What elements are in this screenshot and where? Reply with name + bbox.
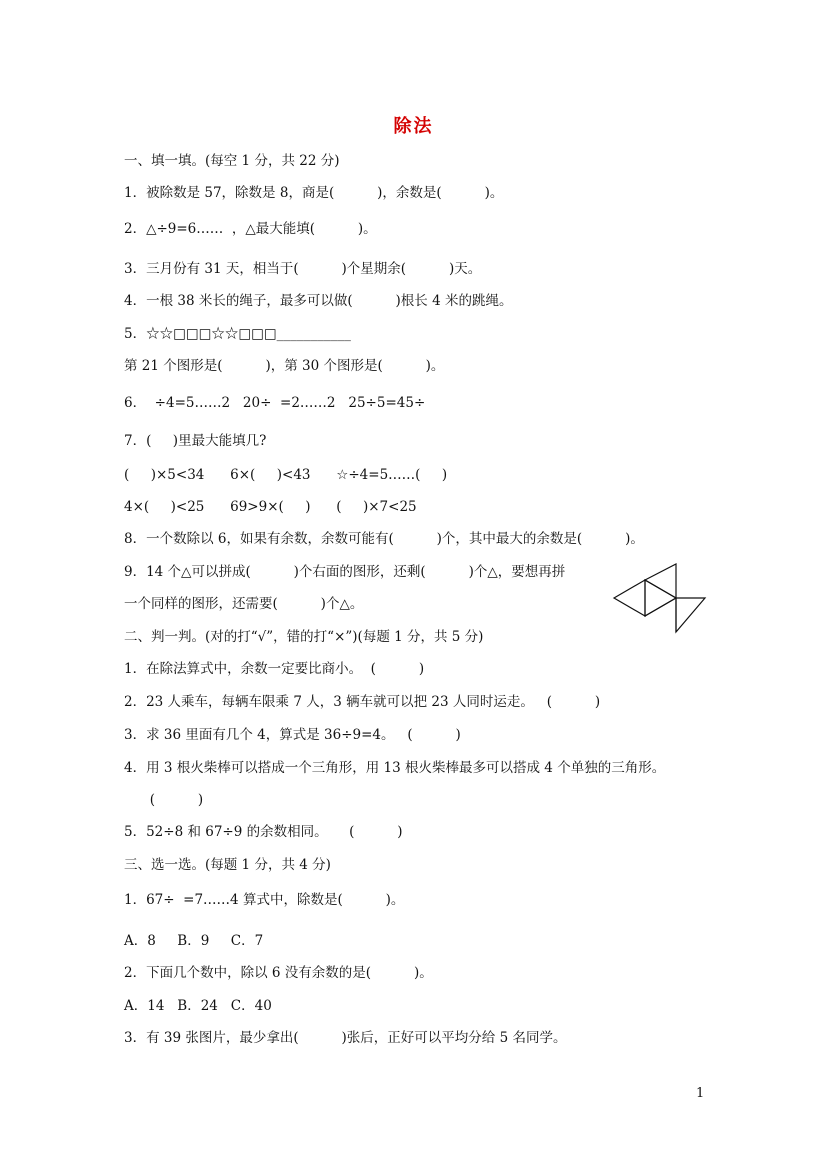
- question-2-4: 4．用 3 根火柴棒可以搭成一个三角形，用 13 根火柴棒最多可以搭成 4 个单独的三角形。: [124, 760, 666, 776]
- question-1-2: 2．△÷9=6…… ，△最大能填( )。: [124, 221, 377, 237]
- question-2-3: 3．求 36 里面有几个 4，算式是 36÷9=4。 ( ): [124, 727, 461, 743]
- question-1-1: 1．被除数是 57，除数是 8，商是( )，余数是( )。: [124, 185, 504, 201]
- question-2-1: 1．在除法算式中，余数一定要比商小。 ( ): [124, 661, 425, 677]
- question-3-3: 3．有 39 张图片，最少拿出( )张后，正好可以平均分给 5 名同学。: [124, 1030, 567, 1046]
- section-3-heading: 三、选一选。(每题 1 分，共 4 分): [124, 857, 331, 873]
- page-number: 1: [696, 1086, 705, 1101]
- question-1-4: 4．一根 38 米长的绳子，最多可以做( )根长 4 米的跳绳。: [124, 293, 513, 309]
- question-1-7: 7．( )里最大能填几?: [124, 433, 267, 449]
- section-2-heading: 二、判一判。(对的打“√”，错的打“×”)(每题 1 分，共 5 分): [124, 629, 484, 645]
- question-1-5-blanks: 第 21 个图形是( )，第 30 个图形是( )。: [124, 358, 445, 374]
- question-1-5-pattern: 5．☆☆□□□☆☆□□□___________: [124, 326, 351, 342]
- question-3-1-options: A．8 B．9 C．7: [124, 933, 264, 949]
- question-3-2-options: A．14 B．24 C．40: [124, 998, 272, 1014]
- triangle-figure: [612, 562, 708, 634]
- question-1-8: 8．一个数除以 6，如果有余数，余数可能有( )个，其中最大的余数是( )。: [124, 531, 644, 547]
- question-1-3: 3．三月份有 31 天，相当于( )个星期余( )天。: [124, 261, 482, 277]
- question-3-1: 1．67÷ =7……4 算式中，除数是( )。: [124, 892, 405, 908]
- question-2-5: 5．52÷8 和 67÷9 的余数相同。 ( ): [124, 824, 403, 840]
- question-1-9: 9．14 个△可以拼成( )个右面的图形，还剩( )个△，要想再拼: [124, 564, 566, 580]
- question-2-2: 2．23 人乘车，每辆车限乘 7 人，3 辆车就可以把 23 人同时运走。 ( ): [124, 694, 601, 710]
- document-title: 除法: [393, 116, 434, 137]
- question-1-6: 6． ÷4=5……2 20÷ =2……2 25÷5=45÷: [124, 395, 426, 411]
- question-1-9-cont: 一个同样的图形，还需要( )个△。: [124, 596, 364, 612]
- question-1-7-row-1: ( )×5<34 6×( )<43 ☆÷4=5……( ): [124, 467, 448, 483]
- section-1-heading: 一、填一填。(每空 1 分，共 22 分): [124, 153, 340, 169]
- question-1-7-row-2: 4×( )<25 69>9×( ) ( )×7<25: [124, 499, 417, 515]
- question-2-4-blank: ( ): [124, 792, 204, 808]
- question-3-2: 2．下面几个数中，除以 6 没有余数的是( )。: [124, 965, 433, 981]
